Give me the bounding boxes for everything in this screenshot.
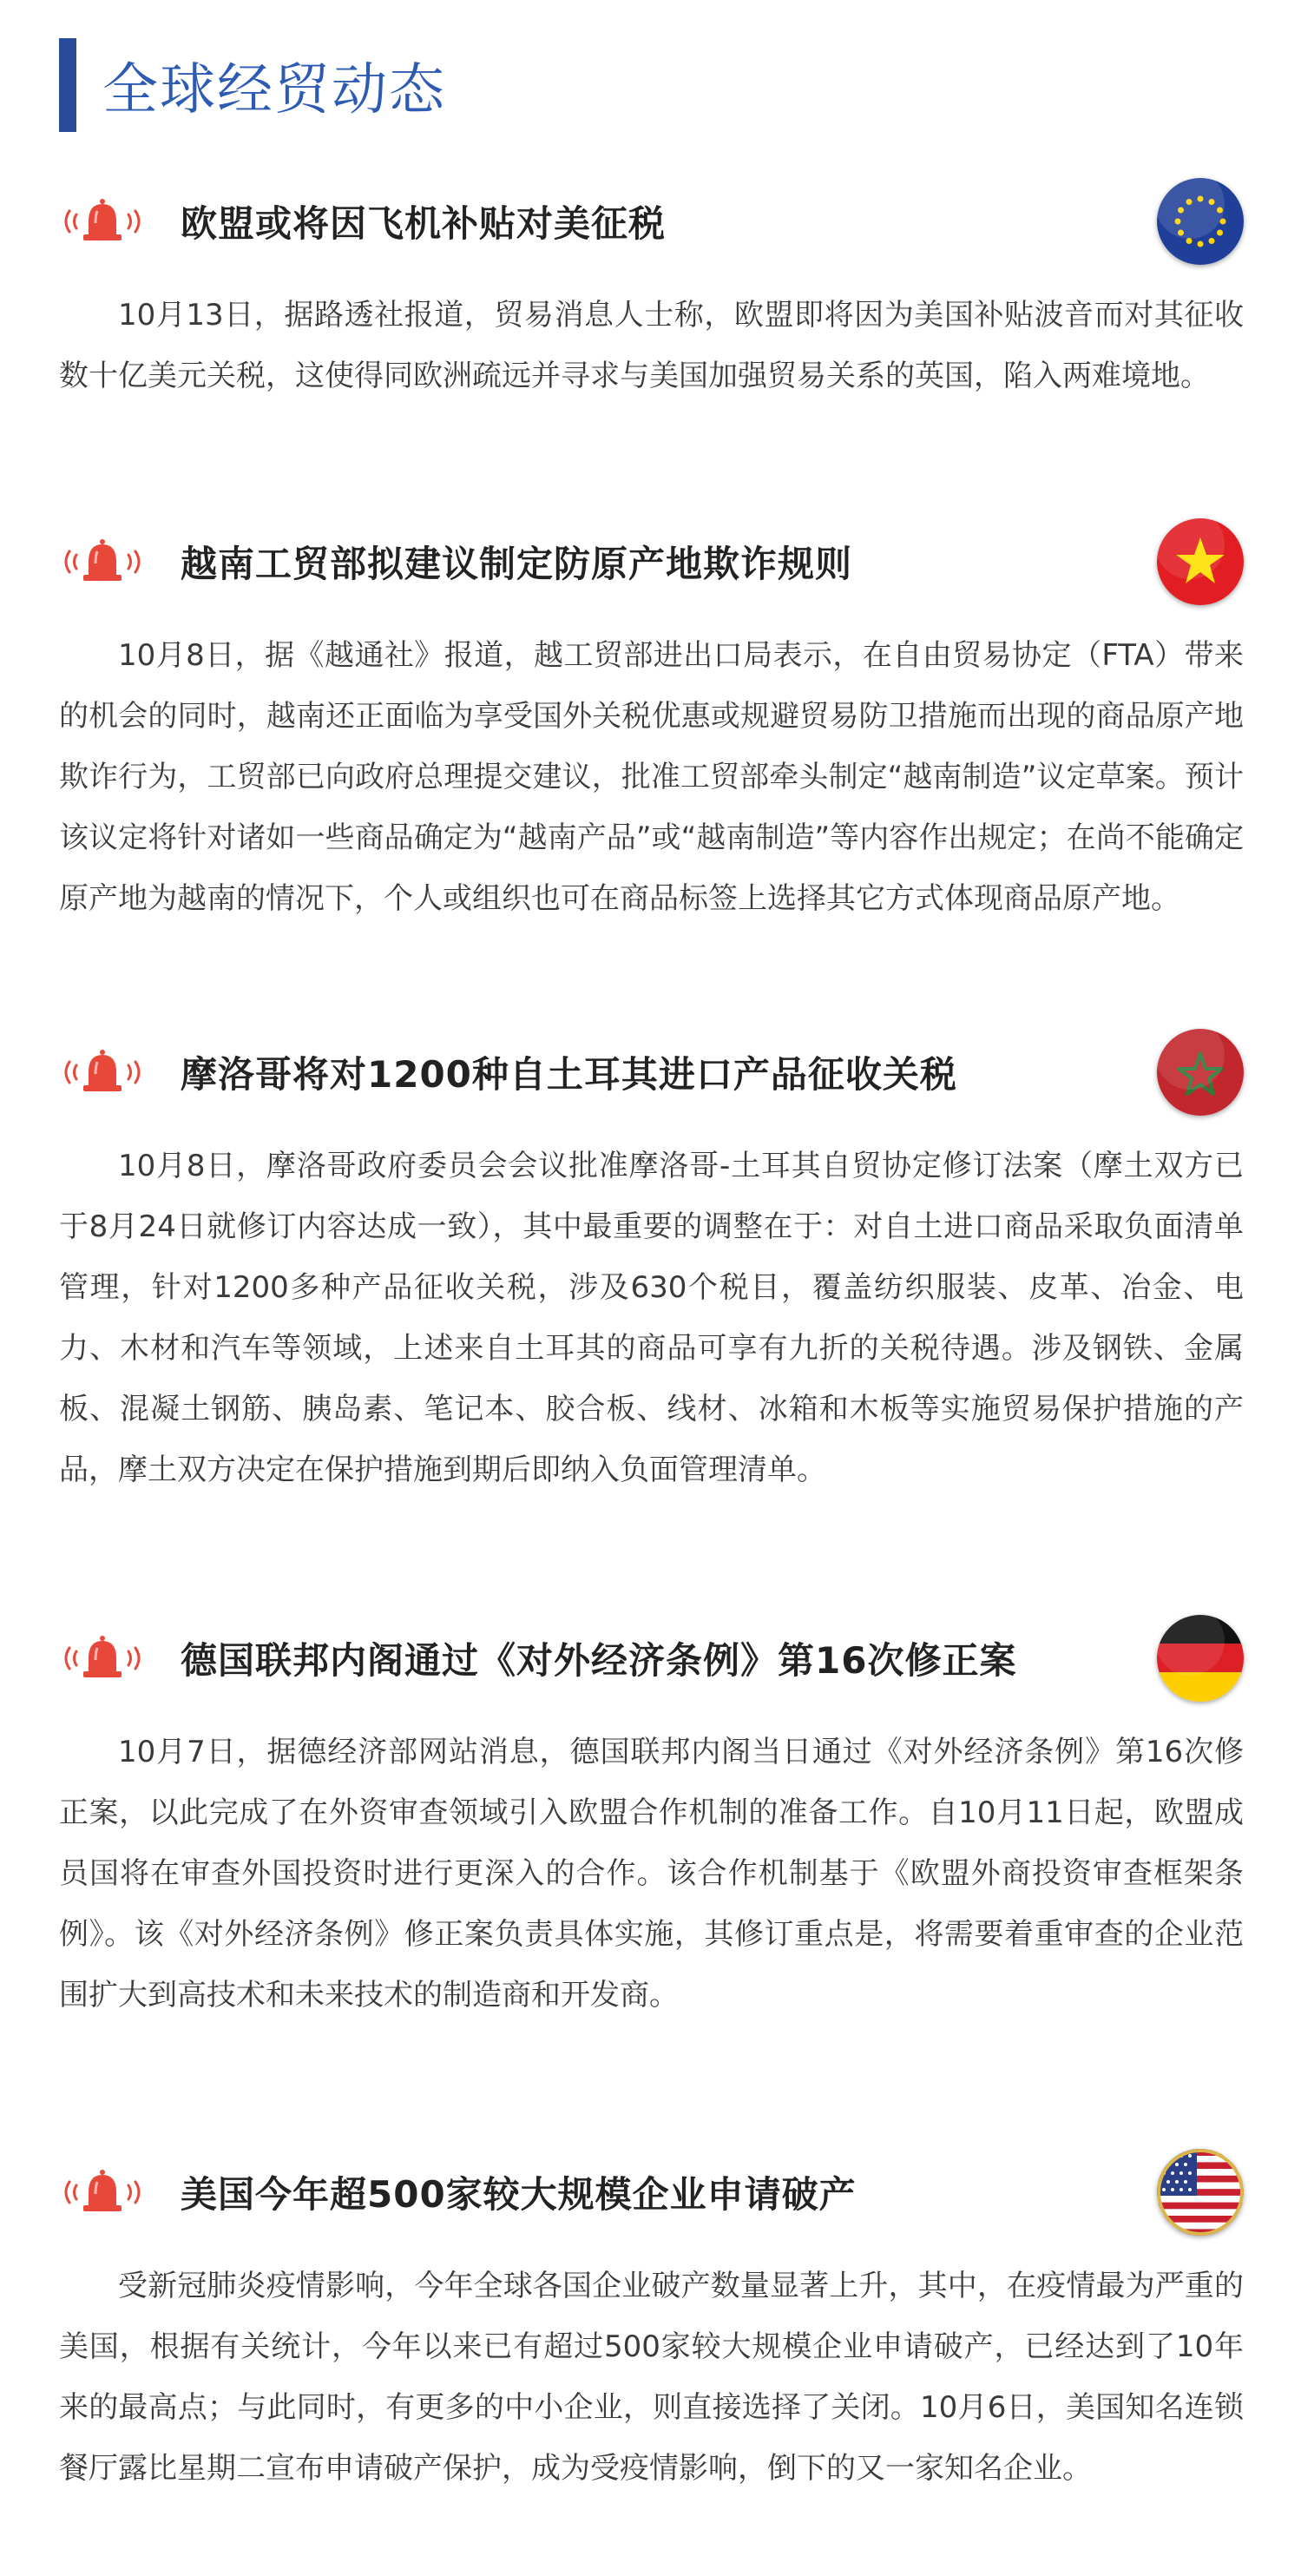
news-item-germany	[59, 1611, 1244, 2026]
germany-flag-icon	[1157, 1615, 1244, 1702]
news-title: 美国今年超500家较大规模企业申请破产	[181, 2173, 857, 2216]
usa-flag-icon	[1157, 2149, 1244, 2236]
news-header	[59, 514, 1244, 609]
alarm-bell-icon	[59, 195, 146, 247]
news-header	[59, 2144, 1244, 2240]
news-title: 欧盟或将因飞机补贴对美征税	[181, 202, 667, 245]
news-body: 10月8日，据《越通社》报道，越工贸部进出口局表示，在自由贸易协定（FTA）带来的机会的同时，越南还正面临为享受国外关税优惠或规避贸易防卫措施而出现的商品原产地欺诈行为，工贸部已向政府总理提交建议，批准工贸部牵头制定“越南制造”议定草案。预计该议定将针对诸如一些商品确定为“越南产品”或“越南制造”等内容作出规定；在尚不能确定原产地为越南的情况下，个人或组织也可在商品标签上选择其它方式体现商品原产地。	[59, 638, 1244, 916]
alarm-bell-icon	[59, 1632, 146, 1684]
news-item-usa	[59, 2144, 1244, 2499]
news-title: 越南工贸部拟建议制定防原产地欺诈规则	[181, 543, 853, 585]
news-body: 10月13日，据路透社报道，贸易消息人士称，欧盟即将因为美国补贴波音而对其征收数十亿美元关税，这使得同欧洲疏远并寻求与美国加强贸易关系的英国，陷入两难境地。	[59, 298, 1244, 393]
news-item-morocco	[59, 1024, 1244, 1500]
vietnam-flag-icon	[1157, 518, 1244, 605]
section-header	[59, 38, 446, 132]
header-accent-bar	[59, 38, 76, 132]
morocco-flag-icon	[1157, 1029, 1244, 1116]
alarm-bell-icon	[59, 536, 146, 588]
page-title: 全球经贸动态	[102, 58, 446, 122]
news-body: 10月8日，摩洛哥政府委员会会议批准摩洛哥-土耳其自贸协定修订法案（摩土双方已于8月24日就修订内容达成一致），其中最重要的调整在于：对自土进口商品采取负面清单管理，针对1200多种产品征收关税，涉及630个税目，覆盖纺织服装、皮革、冶金、电力、木材和汽车等领域，上述来自土耳其的商品可享有九折的关税待遇。涉及钢铁、金属板、混凝土钢筋、胰岛素、笔记本、胶合板、线材、冰箱和木板等实施贸易保护措施的产品，摩土双方决定在保护措施到期后即纳入负面管理清单。	[59, 1149, 1244, 1487]
news-header	[59, 1611, 1244, 1706]
alarm-bell-icon	[59, 1046, 146, 1098]
news-item-eu	[59, 174, 1244, 406]
news-title: 德国联邦内阁通过《对外经济条例》第16次修正案	[181, 1639, 1017, 1682]
news-header	[59, 1024, 1244, 1120]
news-body: 受新冠肺炎疫情影响，今年全球各国企业破产数量显著上升，其中，在疫情最为严重的美国，根据有关统计，今年以来已有超过500家较大规模企业申请破产，已经达到了10年来的最高点；与此同时，有更多的中小企业，则直接选择了关闭。10月6日，美国知名连锁餐厅露比星期二宣布申请破产保护，成为受疫情影响，倒下的又一家知名企业。	[59, 2269, 1244, 2486]
news-body: 10月7日，据德经济部网站消息，德国联邦内阁当日通过《对外经济条例》第16次修正案，以此完成了在外资审查领域引入欧盟合作机制的准备工作。自10月11日起，欧盟成员国将在审查外国投资时进行更深入的合作。该合作机制基于《欧盟外商投资审查框架条例》。该《对外经济条例》修正案负责具体实施，其修订重点是，将需要着重审查的企业范围扩大到高技术和未来技术的制造商和开发商。	[59, 1735, 1244, 2013]
eu-flag-icon	[1157, 178, 1244, 265]
news-item-vietnam	[59, 514, 1244, 929]
news-title: 摩洛哥将对1200种自土耳其进口产品征收关税	[181, 1053, 957, 1096]
alarm-bell-icon	[59, 2166, 146, 2218]
news-header	[59, 174, 1244, 269]
